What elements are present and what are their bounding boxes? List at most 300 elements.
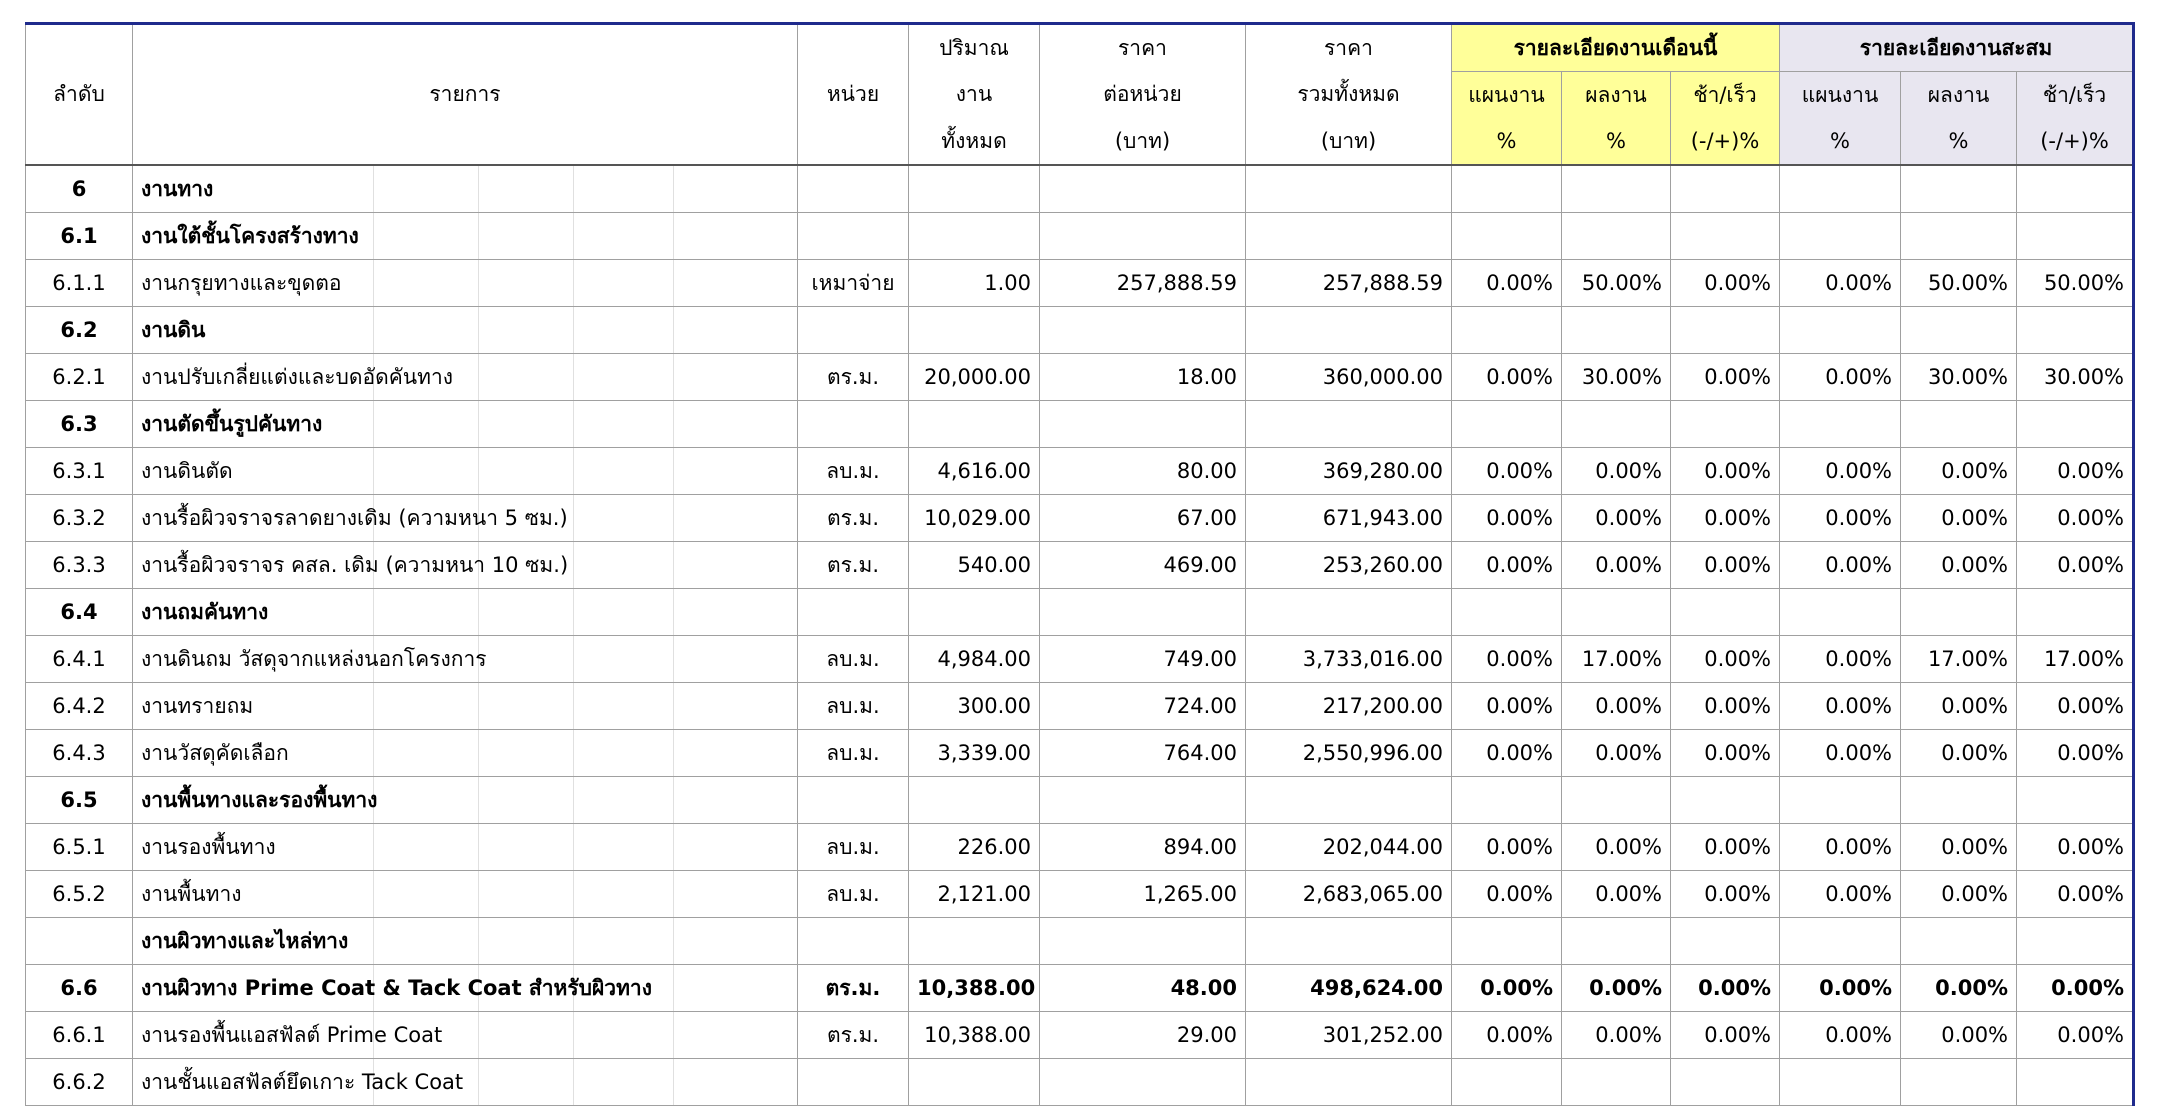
row-item — [133, 213, 798, 260]
row-cum-diff: 0.00% — [2017, 730, 2134, 777]
row-quantity: 10,029.00 — [909, 495, 1040, 542]
table-row — [26, 965, 2134, 1012]
row-cum-diff: 0.00% — [2017, 448, 2134, 495]
row-cum-diff: 0.00% — [2017, 871, 2134, 918]
row-total-price: 253,260.00 — [1246, 542, 1452, 589]
month-diff-unit: (-/+)% — [1671, 118, 1780, 165]
row-month-actual: 30.00% — [1562, 354, 1671, 401]
row-cum-actual: 0.00% — [1901, 495, 2017, 542]
row-quantity — [909, 307, 1040, 354]
row-item-text: งานตัดขึ้นรูปคันทาง — [141, 411, 323, 436]
row-total-price: 257,888.59 — [1246, 260, 1452, 307]
row-item-text: งานใต้ชั้นโครงสร้างทาง — [141, 223, 359, 248]
row-item-text: งานผิวทางและไหล่ทาง — [141, 928, 349, 953]
row-month-diff — [1671, 777, 1780, 824]
row-unit: ลบ.ม. — [798, 636, 909, 683]
table-row — [26, 448, 2134, 495]
row-month-plan: 0.00% — [1452, 636, 1562, 683]
table-row — [26, 730, 2134, 777]
cumulative-group-header: รายละเอียดงานสะสม — [1780, 24, 2134, 72]
row-month-actual — [1562, 165, 1671, 213]
row-unit — [798, 401, 909, 448]
row-cum-actual — [1901, 589, 2017, 636]
row-number: 6.1 — [26, 213, 133, 260]
row-cum-diff — [2017, 165, 2134, 213]
row-cum-diff: 0.00% — [2017, 683, 2134, 730]
row-month-actual — [1562, 777, 1671, 824]
row-month-plan: 0.00% — [1452, 542, 1562, 589]
row-month-actual — [1562, 307, 1671, 354]
row-month-diff: 0.00% — [1671, 495, 1780, 542]
row-total-price: 301,252.00 — [1246, 1012, 1452, 1059]
row-month-plan: 0.00% — [1452, 730, 1562, 777]
col-unit-header: หน่วย — [798, 24, 909, 166]
row-quantity: 4,984.00 — [909, 636, 1040, 683]
row-month-diff — [1671, 589, 1780, 636]
row-month-actual — [1562, 918, 1671, 965]
row-item-text: งานพื้นทางและรองพื้นทาง — [141, 787, 378, 812]
row-cum-actual: 0.00% — [1901, 871, 2017, 918]
row-month-actual: 0.00% — [1562, 824, 1671, 871]
row-month-diff: 0.00% — [1671, 448, 1780, 495]
row-number: 6.3 — [26, 401, 133, 448]
row-number: 6.5 — [26, 777, 133, 824]
row-cum-diff — [2017, 1059, 2134, 1106]
row-quantity: 540.00 — [909, 542, 1040, 589]
col-qty-header-3: ทั้งหมด — [909, 118, 1040, 165]
row-month-actual: 50.00% — [1562, 260, 1671, 307]
row-month-diff: 0.00% — [1671, 683, 1780, 730]
row-total-price — [1246, 777, 1452, 824]
row-quantity: 10,388.00 — [909, 1012, 1040, 1059]
row-item — [133, 495, 798, 542]
row-unit — [798, 165, 909, 213]
row-cum-actual: 0.00% — [1901, 730, 2017, 777]
row-month-actual: 0.00% — [1562, 448, 1671, 495]
row-cum-plan: 0.00% — [1780, 636, 1901, 683]
col-qty-header-1: ปริมาณ — [909, 24, 1040, 72]
row-month-actual: 0.00% — [1562, 965, 1671, 1012]
row-month-diff: 0.00% — [1671, 965, 1780, 1012]
row-quantity: 2,121.00 — [909, 871, 1040, 918]
table-row — [26, 213, 2134, 260]
row-month-diff: 0.00% — [1671, 542, 1780, 589]
row-item-text: งานผิวทาง Prime Coat & Tack Coat สำหรับผิวทาง — [141, 975, 652, 1000]
row-cum-actual: 0.00% — [1901, 542, 2017, 589]
col-item-header: รายการ — [133, 24, 798, 166]
row-unit-price: 48.00 — [1040, 965, 1246, 1012]
row-number: 6.3.3 — [26, 542, 133, 589]
row-unit-price: 724.00 — [1040, 683, 1246, 730]
row-total-price: 2,550,996.00 — [1246, 730, 1452, 777]
table-row — [26, 777, 2134, 824]
row-item-text: งานทรายถม — [141, 693, 254, 718]
row-month-actual — [1562, 1059, 1671, 1106]
row-unit — [798, 213, 909, 260]
row-cum-plan: 0.00% — [1780, 354, 1901, 401]
row-unit-price — [1040, 401, 1246, 448]
table-row — [26, 307, 2134, 354]
table-row — [26, 824, 2134, 871]
row-total-price: 217,200.00 — [1246, 683, 1452, 730]
row-item-text: งานรื้อผิวจราจร คสล. เดิม (ความหนา 10 ซม.) — [141, 552, 569, 577]
row-item — [133, 354, 798, 401]
row-cum-plan: 0.00% — [1780, 448, 1901, 495]
row-cum-actual — [1901, 1059, 2017, 1106]
row-item — [133, 824, 798, 871]
row-number: 6.6 — [26, 965, 133, 1012]
cum-plan-header: แผนงาน — [1780, 72, 1901, 119]
row-total-price: 2,683,065.00 — [1246, 871, 1452, 918]
row-month-diff: 0.00% — [1671, 730, 1780, 777]
row-unit-price — [1040, 307, 1246, 354]
row-cum-plan: 0.00% — [1780, 683, 1901, 730]
row-unit-price — [1040, 918, 1246, 965]
row-cum-plan: 0.00% — [1780, 542, 1901, 589]
row-month-plan — [1452, 1059, 1562, 1106]
table-row — [26, 683, 2134, 730]
row-month-actual — [1562, 589, 1671, 636]
row-unit-price — [1040, 165, 1246, 213]
row-total-price — [1246, 165, 1452, 213]
cum-plan-unit: % — [1780, 118, 1901, 165]
row-cum-plan — [1780, 918, 1901, 965]
row-unit — [798, 307, 909, 354]
row-month-plan: 0.00% — [1452, 1012, 1562, 1059]
row-cum-diff: 17.00% — [2017, 636, 2134, 683]
row-total-price — [1246, 213, 1452, 260]
row-number: 6.2.1 — [26, 354, 133, 401]
table-body — [26, 165, 2134, 1106]
table-row — [26, 1012, 2134, 1059]
row-cum-plan: 0.00% — [1780, 1012, 1901, 1059]
row-cum-actual: 0.00% — [1901, 824, 2017, 871]
row-unit — [798, 589, 909, 636]
row-unit — [798, 1059, 909, 1106]
table-row — [26, 165, 2134, 213]
row-item — [133, 401, 798, 448]
row-cum-diff — [2017, 589, 2134, 636]
row-cum-diff — [2017, 401, 2134, 448]
row-item-text: งานรื้อผิวจราจรลาดยางเดิม (ความหนา 5 ซม.) — [141, 505, 568, 530]
row-month-diff: 0.00% — [1671, 824, 1780, 871]
col-total-price-header-2: รวมทั้งหมด — [1246, 72, 1452, 119]
row-number: 6.6.2 — [26, 1059, 133, 1106]
row-month-actual: 17.00% — [1562, 636, 1671, 683]
table-row — [26, 401, 2134, 448]
row-number: 6.5.2 — [26, 871, 133, 918]
row-total-price: 202,044.00 — [1246, 824, 1452, 871]
row-total-price — [1246, 1059, 1452, 1106]
col-total-price-header-1: ราคา — [1246, 24, 1452, 72]
row-item — [133, 307, 798, 354]
row-cum-diff: 0.00% — [2017, 1012, 2134, 1059]
row-unit-price — [1040, 213, 1246, 260]
row-number: 6.6.1 — [26, 1012, 133, 1059]
row-unit-price: 749.00 — [1040, 636, 1246, 683]
row-item — [133, 260, 798, 307]
row-month-diff: 0.00% — [1671, 260, 1780, 307]
row-cum-actual: 30.00% — [1901, 354, 2017, 401]
row-unit: ตร.ม. — [798, 1012, 909, 1059]
row-month-actual: 0.00% — [1562, 871, 1671, 918]
row-month-plan — [1452, 401, 1562, 448]
col-unit-price-header-3: (บาท) — [1040, 118, 1246, 165]
row-cum-plan — [1780, 1059, 1901, 1106]
table-row — [26, 871, 2134, 918]
row-item-text: งานกรุยทางและขุดตอ — [141, 270, 342, 295]
row-unit-price: 764.00 — [1040, 730, 1246, 777]
row-month-diff — [1671, 1059, 1780, 1106]
row-item-text: งานปรับเกลี่ยแต่งและบดอัดคันทาง — [141, 364, 454, 389]
row-cum-diff: 50.00% — [2017, 260, 2134, 307]
table-row — [26, 636, 2134, 683]
col-qty-header-2: งาน — [909, 72, 1040, 119]
row-month-plan: 0.00% — [1452, 354, 1562, 401]
row-total-price: 3,733,016.00 — [1246, 636, 1452, 683]
row-total-price — [1246, 401, 1452, 448]
row-unit — [798, 918, 909, 965]
row-quantity — [909, 213, 1040, 260]
row-quantity — [909, 589, 1040, 636]
row-item-text: งานดินตัด — [141, 458, 233, 483]
row-total-price: 360,000.00 — [1246, 354, 1452, 401]
row-cum-diff — [2017, 307, 2134, 354]
row-unit: ลบ.ม. — [798, 871, 909, 918]
row-item-text: งานดิน — [141, 317, 206, 342]
row-item-text: งานพื้นทาง — [141, 881, 242, 906]
row-number — [26, 918, 133, 965]
row-month-plan: 0.00% — [1452, 871, 1562, 918]
row-item — [133, 542, 798, 589]
row-item — [133, 777, 798, 824]
row-month-diff — [1671, 213, 1780, 260]
row-month-actual: 0.00% — [1562, 730, 1671, 777]
row-item-text: งานชั้นแอสฟัลต์ยึดเกาะ Tack Coat — [141, 1069, 464, 1094]
row-cum-actual: 0.00% — [1901, 448, 2017, 495]
cum-actual-header: ผลงาน — [1901, 72, 2017, 119]
table-row — [26, 354, 2134, 401]
row-month-plan: 0.00% — [1452, 495, 1562, 542]
row-item-text: งานวัสดุคัดเลือก — [141, 740, 289, 765]
row-cum-plan — [1780, 589, 1901, 636]
row-unit-price: 469.00 — [1040, 542, 1246, 589]
row-unit-price: 80.00 — [1040, 448, 1246, 495]
row-cum-plan: 0.00% — [1780, 495, 1901, 542]
row-cum-actual: 0.00% — [1901, 965, 2017, 1012]
row-cum-plan: 0.00% — [1780, 730, 1901, 777]
row-cum-actual: 0.00% — [1901, 1012, 2017, 1059]
table-row — [26, 918, 2134, 965]
row-item-text: งานถมคันทาง — [141, 599, 269, 624]
table-row — [26, 542, 2134, 589]
row-quantity: 10,388.00 — [909, 965, 1040, 1012]
col-total-price-header-3: (บาท) — [1246, 118, 1452, 165]
row-unit: ตร.ม. — [798, 965, 909, 1012]
row-quantity — [909, 777, 1040, 824]
table-row — [26, 1059, 2134, 1106]
row-unit: ลบ.ม. — [798, 683, 909, 730]
month-diff-header: ช้า/เร็ว — [1671, 72, 1780, 119]
col-unit-price-header-1: ราคา — [1040, 24, 1246, 72]
row-month-diff: 0.00% — [1671, 871, 1780, 918]
row-cum-actual — [1901, 401, 2017, 448]
row-cum-plan — [1780, 213, 1901, 260]
cum-diff-header: ช้า/เร็ว — [2017, 72, 2134, 119]
row-number: 6.5.1 — [26, 824, 133, 871]
row-quantity: 1.00 — [909, 260, 1040, 307]
row-total-price — [1246, 307, 1452, 354]
row-unit-price — [1040, 589, 1246, 636]
row-item — [133, 871, 798, 918]
month-plan-unit: % — [1452, 118, 1562, 165]
row-cum-actual — [1901, 307, 2017, 354]
row-cum-actual — [1901, 918, 2017, 965]
row-number: 6.4.1 — [26, 636, 133, 683]
row-number: 6.4.3 — [26, 730, 133, 777]
row-item-text: งานรองพื้นทาง — [141, 834, 276, 859]
row-quantity — [909, 401, 1040, 448]
row-unit-price: 18.00 — [1040, 354, 1246, 401]
row-number: 6.4 — [26, 589, 133, 636]
row-month-diff — [1671, 401, 1780, 448]
col-unit-price-header-2: ต่อหน่วย — [1040, 72, 1246, 119]
row-total-price: 498,624.00 — [1246, 965, 1452, 1012]
row-month-actual — [1562, 213, 1671, 260]
row-cum-actual — [1901, 777, 2017, 824]
table-row — [26, 260, 2134, 307]
row-cum-diff: 0.00% — [2017, 495, 2134, 542]
row-unit-price: 894.00 — [1040, 824, 1246, 871]
row-month-actual: 0.00% — [1562, 1012, 1671, 1059]
row-month-plan — [1452, 213, 1562, 260]
row-month-actual — [1562, 401, 1671, 448]
row-unit-price: 29.00 — [1040, 1012, 1246, 1059]
work-progress-table — [25, 22, 2133, 1107]
row-cum-actual: 50.00% — [1901, 260, 2017, 307]
row-quantity — [909, 1059, 1040, 1106]
row-month-diff — [1671, 307, 1780, 354]
col-no-header: ลำดับ — [26, 24, 133, 166]
row-cum-diff — [2017, 213, 2134, 260]
cum-diff-unit: (-/+)% — [2017, 118, 2134, 165]
row-month-actual: 0.00% — [1562, 683, 1671, 730]
row-item — [133, 730, 798, 777]
row-cum-diff — [2017, 777, 2134, 824]
row-quantity: 300.00 — [909, 683, 1040, 730]
row-item — [133, 1012, 798, 1059]
row-quantity: 3,339.00 — [909, 730, 1040, 777]
row-item — [133, 1059, 798, 1106]
row-item-text: งานทาง — [141, 176, 214, 201]
row-unit: เหมาจ่าย — [798, 260, 909, 307]
row-unit: ลบ.ม. — [798, 824, 909, 871]
row-item — [133, 636, 798, 683]
row-unit — [798, 777, 909, 824]
row-month-actual: 0.00% — [1562, 495, 1671, 542]
row-number: 6.1.1 — [26, 260, 133, 307]
row-month-plan: 0.00% — [1452, 448, 1562, 495]
row-month-plan: 0.00% — [1452, 824, 1562, 871]
cum-actual-unit: % — [1901, 118, 2017, 165]
row-month-plan — [1452, 589, 1562, 636]
row-month-diff: 0.00% — [1671, 1012, 1780, 1059]
row-quantity — [909, 165, 1040, 213]
row-month-plan — [1452, 918, 1562, 965]
row-month-plan: 0.00% — [1452, 260, 1562, 307]
row-cum-plan: 0.00% — [1780, 260, 1901, 307]
row-item-text: งานดินถม วัสดุจากแหล่งนอกโครงการ — [141, 646, 487, 671]
row-cum-diff — [2017, 918, 2134, 965]
row-unit-price: 257,888.59 — [1040, 260, 1246, 307]
month-actual-header: ผลงาน — [1562, 72, 1671, 119]
row-unit: ลบ.ม. — [798, 448, 909, 495]
row-cum-actual: 17.00% — [1901, 636, 2017, 683]
row-month-plan — [1452, 777, 1562, 824]
progress-table — [25, 22, 2135, 1106]
row-month-actual: 0.00% — [1562, 542, 1671, 589]
row-total-price — [1246, 589, 1452, 636]
row-cum-diff: 30.00% — [2017, 354, 2134, 401]
row-cum-plan: 0.00% — [1780, 824, 1901, 871]
row-month-plan — [1452, 307, 1562, 354]
row-unit-price — [1040, 1059, 1246, 1106]
row-cum-diff: 0.00% — [2017, 824, 2134, 871]
row-unit: ตร.ม. — [798, 495, 909, 542]
row-total-price: 369,280.00 — [1246, 448, 1452, 495]
row-cum-actual — [1901, 213, 2017, 260]
row-item — [133, 965, 798, 1012]
row-cum-diff: 0.00% — [2017, 965, 2134, 1012]
row-number: 6.2 — [26, 307, 133, 354]
row-quantity: 4,616.00 — [909, 448, 1040, 495]
row-number: 6.3.2 — [26, 495, 133, 542]
row-month-plan: 0.00% — [1452, 683, 1562, 730]
row-cum-plan: 0.00% — [1780, 965, 1901, 1012]
row-number: 6 — [26, 165, 133, 213]
row-cum-plan — [1780, 401, 1901, 448]
row-unit-price — [1040, 777, 1246, 824]
row-month-diff — [1671, 165, 1780, 213]
row-item — [133, 918, 798, 965]
row-cum-actual: 0.00% — [1901, 683, 2017, 730]
row-item — [133, 165, 798, 213]
row-item-text: งานรองพื้นแอสฟัลต์ Prime Coat — [141, 1022, 443, 1047]
row-cum-plan — [1780, 307, 1901, 354]
row-unit: ลบ.ม. — [798, 730, 909, 777]
row-item — [133, 448, 798, 495]
row-cum-plan — [1780, 777, 1901, 824]
month-actual-unit: % — [1562, 118, 1671, 165]
row-unit: ตร.ม. — [798, 542, 909, 589]
row-cum-actual — [1901, 165, 2017, 213]
row-total-price — [1246, 918, 1452, 965]
table-row — [26, 495, 2134, 542]
row-month-plan: 0.00% — [1452, 965, 1562, 1012]
row-unit-price: 1,265.00 — [1040, 871, 1246, 918]
row-item — [133, 589, 798, 636]
row-month-plan — [1452, 165, 1562, 213]
row-cum-plan: 0.00% — [1780, 871, 1901, 918]
row-number: 6.3.1 — [26, 448, 133, 495]
row-cum-plan — [1780, 165, 1901, 213]
month-group-header: รายละเอียดงานเดือนนี้ — [1452, 24, 1780, 72]
month-plan-header: แผนงาน — [1452, 72, 1562, 119]
row-month-diff: 0.00% — [1671, 636, 1780, 683]
row-number: 6.4.2 — [26, 683, 133, 730]
row-unit: ตร.ม. — [798, 354, 909, 401]
table-row — [26, 589, 2134, 636]
